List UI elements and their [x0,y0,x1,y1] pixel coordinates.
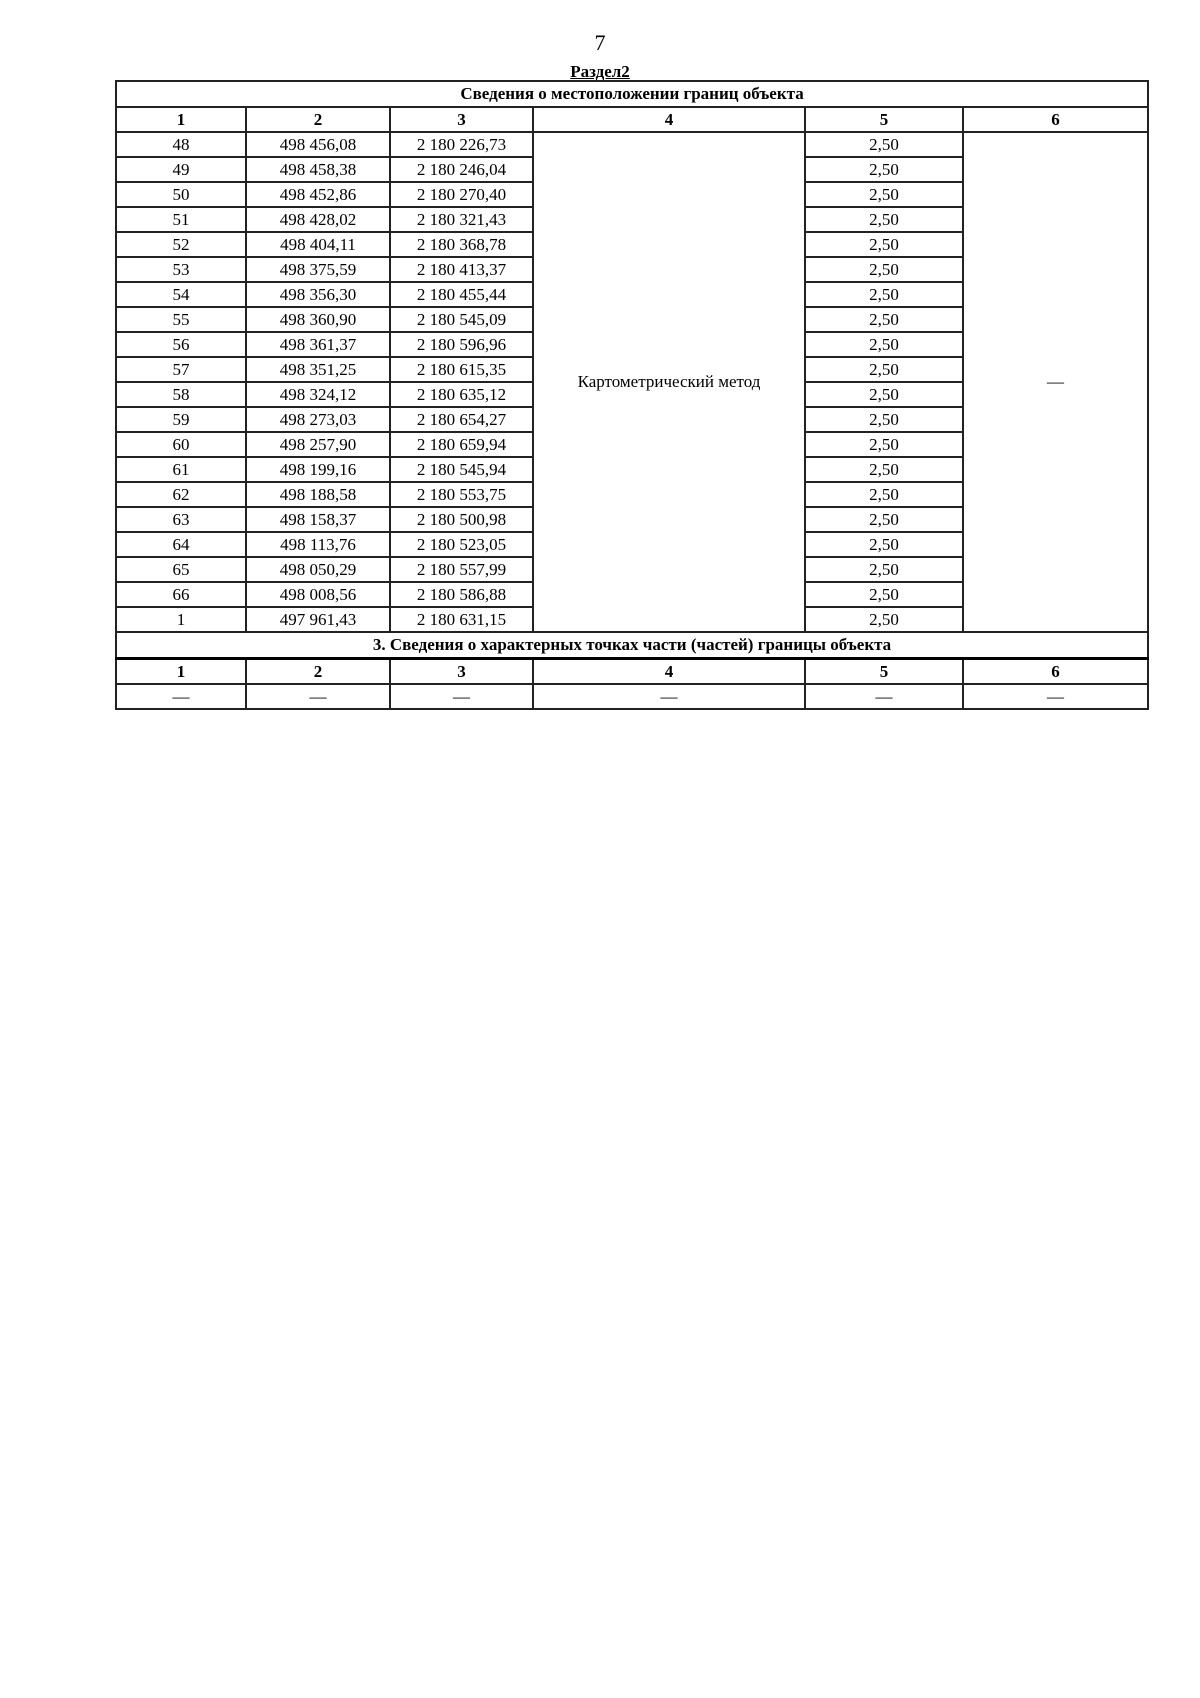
accuracy-cell: 2,50 [805,357,963,382]
point-number-cell: 63 [116,507,246,532]
point-number-cell: 57 [116,357,246,382]
column-number: 5 [805,107,963,132]
accuracy-cell: 2,50 [805,482,963,507]
point-number-cell: 61 [116,457,246,482]
accuracy-cell: 2,50 [805,182,963,207]
accuracy-cell: 2,50 [805,582,963,607]
column-number-row-2 [116,659,1148,685]
x-coordinate-cell: 498 257,90 [246,432,390,457]
x-coordinate-cell: 498 324,12 [246,382,390,407]
accuracy-cell: 2,50 [805,607,963,632]
x-coordinate-cell: 498 199,16 [246,457,390,482]
x-coordinate-cell: 498 158,37 [246,507,390,532]
column-number: 1 [116,107,246,132]
x-coordinate-cell: 498 273,03 [246,407,390,432]
accuracy-cell: 2,50 [805,532,963,557]
accuracy-cell: 2,50 [805,507,963,532]
column6-cell: — [963,132,1148,632]
point-number-cell: 62 [116,482,246,507]
table-row [116,132,1148,157]
accuracy-cell: 2,50 [805,332,963,357]
accuracy-cell: 2,50 [805,307,963,332]
column-number: 3 [390,107,533,132]
x-coordinate-cell: 498 456,08 [246,132,390,157]
accuracy-cell: 2,50 [805,432,963,457]
point-number-cell: 65 [116,557,246,582]
y-coordinate-cell: 2 180 455,44 [390,282,533,307]
column-number: 2 [246,107,390,132]
accuracy-cell: 2,50 [805,282,963,307]
x-coordinate-cell: 498 375,59 [246,257,390,282]
x-coordinate-cell: 498 351,25 [246,357,390,382]
method-cell: Картометрический метод [533,132,805,632]
x-coordinate-cell: 498 361,37 [246,332,390,357]
x-coordinate-cell: 498 404,11 [246,232,390,257]
section2-heading-row [116,81,1148,107]
section3-heading: 3. Сведения о характерных точках части (частей) границы объекта [116,632,1148,659]
point-number-cell: 50 [116,182,246,207]
accuracy-cell: 2,50 [805,232,963,257]
y-coordinate-cell: 2 180 586,88 [390,582,533,607]
point-number-cell: 64 [116,532,246,557]
x-coordinate-cell: 498 360,90 [246,307,390,332]
point-number-cell: 58 [116,382,246,407]
column-number: 6 [963,107,1148,132]
y-coordinate-cell: 2 180 500,98 [390,507,533,532]
y-coordinate-cell: 2 180 596,96 [390,332,533,357]
point-number-cell: 66 [116,582,246,607]
section3-cell: — [390,684,533,709]
section3-heading-row [116,632,1148,659]
point-number-cell: 48 [116,132,246,157]
y-coordinate-cell: 2 180 553,75 [390,482,533,507]
y-coordinate-cell: 2 180 654,27 [390,407,533,432]
column-number: 5 [805,659,963,685]
x-coordinate-cell: 498 452,86 [246,182,390,207]
column-number: 6 [963,659,1148,685]
accuracy-cell: 2,50 [805,407,963,432]
y-coordinate-cell: 2 180 523,05 [390,532,533,557]
point-number-cell: 49 [116,157,246,182]
x-coordinate-cell: 498 113,76 [246,532,390,557]
column-number-row [116,107,1148,132]
x-coordinate-cell: 498 188,58 [246,482,390,507]
column-number: 4 [533,107,805,132]
section3-data-row [116,684,1148,709]
column-number: 1 [116,659,246,685]
y-coordinate-cell: 2 180 545,09 [390,307,533,332]
column-number: 3 [390,659,533,685]
y-coordinate-cell: 2 180 615,35 [390,357,533,382]
section3-cell: — [246,684,390,709]
point-number-cell: 1 [116,607,246,632]
point-number-cell: 53 [116,257,246,282]
point-number-cell: 51 [116,207,246,232]
column-number: 2 [246,659,390,685]
y-coordinate-cell: 2 180 246,04 [390,157,533,182]
y-coordinate-cell: 2 180 270,40 [390,182,533,207]
x-coordinate-cell: 498 356,30 [246,282,390,307]
boundary-table [115,80,1149,710]
y-coordinate-cell: 2 180 413,37 [390,257,533,282]
y-coordinate-cell: 2 180 631,15 [390,607,533,632]
x-coordinate-cell: 497 961,43 [246,607,390,632]
y-coordinate-cell: 2 180 368,78 [390,232,533,257]
point-number-cell: 52 [116,232,246,257]
section3-cell: — [805,684,963,709]
y-coordinate-cell: 2 180 659,94 [390,432,533,457]
y-coordinate-cell: 2 180 321,43 [390,207,533,232]
section3-cell: — [533,684,805,709]
section2-heading: Сведения о местоположении границ объекта [116,81,1148,107]
accuracy-cell: 2,50 [805,157,963,182]
point-number-cell: 60 [116,432,246,457]
point-number-cell: 55 [116,307,246,332]
accuracy-cell: 2,50 [805,257,963,282]
section3-cell: — [963,684,1148,709]
x-coordinate-cell: 498 458,38 [246,157,390,182]
y-coordinate-cell: 2 180 557,99 [390,557,533,582]
section-title: Раздел2 [570,62,630,81]
y-coordinate-cell: 2 180 226,73 [390,132,533,157]
section3-cell: — [116,684,246,709]
column-number: 4 [533,659,805,685]
x-coordinate-cell: 498 428,02 [246,207,390,232]
accuracy-cell: 2,50 [805,457,963,482]
y-coordinate-cell: 2 180 635,12 [390,382,533,407]
page-number: 7 [594,30,606,55]
accuracy-cell: 2,50 [805,382,963,407]
point-number-cell: 56 [116,332,246,357]
point-number-cell: 54 [116,282,246,307]
accuracy-cell: 2,50 [805,207,963,232]
point-number-cell: 59 [116,407,246,432]
accuracy-cell: 2,50 [805,132,963,157]
x-coordinate-cell: 498 008,56 [246,582,390,607]
accuracy-cell: 2,50 [805,557,963,582]
x-coordinate-cell: 498 050,29 [246,557,390,582]
y-coordinate-cell: 2 180 545,94 [390,457,533,482]
